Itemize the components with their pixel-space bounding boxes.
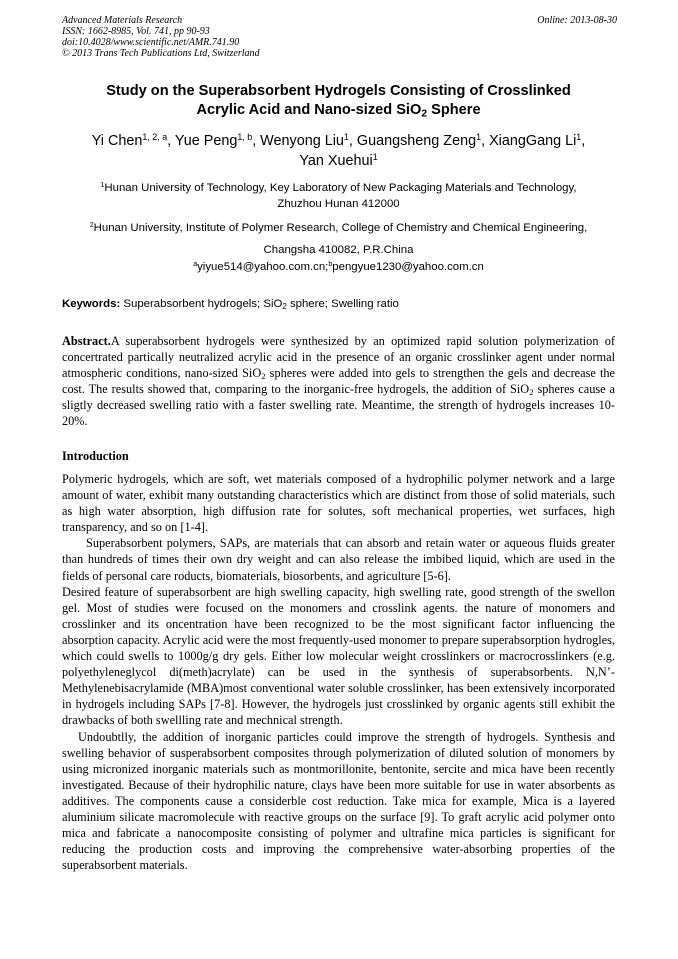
author-name: Yan Xuehui bbox=[299, 153, 373, 169]
affiliation-2-line-2: Changsha 410082, P.R.China bbox=[263, 244, 414, 256]
author-affiliation-mark: 1, b bbox=[237, 132, 253, 143]
abstract-subscript: 2 bbox=[261, 371, 266, 382]
author-separator: , bbox=[581, 133, 586, 149]
online-date: Online: 2013-08-30 bbox=[537, 15, 617, 26]
paragraph: Polymeric hydrogels, which are soft, wet materials composed of a hydrophilic polymer network and a large amount of water, exhibit many outstanding characteristics which are distinct from those of solid materials, such as high water absorption, high diffusion rate for solutes, soft mechanical properties, wet surfaces, high transparency, and so on [1-4]. bbox=[62, 472, 615, 535]
author-name: , XiangGang Li bbox=[481, 133, 577, 149]
affiliation-2-line-1 bbox=[62, 217, 615, 239]
author-line-2 bbox=[62, 151, 615, 171]
title-line-1: Study on the Superabsorbent Hydrogels Consisting of Crosslinked bbox=[106, 83, 571, 99]
paragraph: Desired feature of superabsorbent are high swelling capacity, high swelling rate, good strength of the swellon gel. Most of studies were focused on the monomers and crosslink agents. the nature of monomers and crosslinker and its oncentration have been recognized to be the most significant factor influencing the absorption capacity. Acrylic acid were the most frequently-used monomer to prepare superabsorption hydrogles, which could swells to 1000g/g dry gels. Either low molecular weight crosslinkers or macrocrosslinkers (e.g. polyethyleneglycol di(meth)acrylate) can be used in the synthesis of superabsorbents. N,N’-Methylenebisacrylamide (MBA)most conventional water soluble crosslinker, has been extensively incorporated in hydrogels including SAPs [7-8]. However, the hydrogels just crosslinked by organic agents still exhibit the drawbacks of both swellling rate and mechnical strength. bbox=[62, 584, 615, 728]
keywords-text: sphere; Swelling ratio bbox=[286, 298, 399, 310]
abstract-text: spheres cause a sligtly decreased swelling ratio with a faster swelling rate. Meantime, the strength of hydrogels increases 10-20%. bbox=[62, 382, 615, 429]
issn-line: ISSN: 1662-8985, Vol. 741, pp 90-93 bbox=[62, 26, 210, 37]
keywords-label: Keywords: bbox=[62, 298, 121, 310]
abstract-text: spheres were added into gels to strengthen the gels and decrease the cost. The results showed that, comparing to the inorganic-free hydrogels, the addition of SiO bbox=[62, 366, 615, 397]
section-heading-introduction: Introduction bbox=[62, 449, 129, 463]
email-mark: a bbox=[193, 261, 198, 269]
title-text: Sphere bbox=[427, 102, 481, 118]
author-name: , Guangsheng Zeng bbox=[348, 133, 477, 149]
abstract bbox=[62, 333, 615, 430]
title-line-2 bbox=[62, 101, 615, 120]
title-text: Acrylic Acid and Nano-sized SiO bbox=[196, 102, 422, 118]
title-subscript: 2 bbox=[421, 108, 428, 120]
introduction-body bbox=[62, 471, 615, 873]
keywords bbox=[62, 297, 615, 312]
abstract-label: Abstract. bbox=[62, 334, 111, 348]
paragraph: Superabsorbent polymers, SAPs, are materials that can absorb and retain water or aqueous fluids greater than hundreds of times their own dry weight and can also release the imbibed liquid, which are used in the fields of personal care roducts, biomaterials, biosorbents, and agriculture [5-6]. bbox=[62, 536, 615, 583]
author-list bbox=[62, 131, 615, 171]
email-line bbox=[62, 259, 615, 275]
copyright-line: © 2013 Trans Tech Publications Ltd, Switzerland bbox=[62, 48, 260, 59]
author-affiliation-mark: 1, 2, a bbox=[142, 132, 168, 143]
author-affiliation-mark: 1 bbox=[576, 132, 582, 143]
affiliation-1-line-1 bbox=[62, 180, 615, 196]
paper-title bbox=[62, 82, 615, 120]
author-name: , Yue Peng bbox=[167, 133, 238, 149]
abstract-text: A superabsorbent hydrogels were synthesized by an optimized rapid solution polymerization of concertrated partically neutralized acrylic acid in the presence of an organic crosslinker agent under normal atmospheric conditions, nano-sized SiO bbox=[62, 334, 615, 381]
affiliation-mark: 1 bbox=[100, 182, 105, 190]
author-name: , Wenyong Liu bbox=[252, 133, 344, 149]
affiliation-1 bbox=[62, 180, 615, 212]
author-affiliation-mark: 1 bbox=[476, 132, 482, 143]
paragraph: Undoubtlly, the addition of inorganic particles could improve the strength of hydrogels. Synthesis and swelling behavior of susperabsorbent composites through polymerization of diluted solution of monomers by using micronized inorganic materials such as montmorillonite, bentonite, sercite and mica have been recently investigated. Because of their hydrophilic nature, clays have been more suitable for use in water absorbents as additives. The components cause a considerble cost reduction. Take mica for example, Mica is a layered aluminium silicate macromolecule with reactive groups on the surface [9]. To graft acrylic acid polymer onto mica and fabricate a nanocomposite consisting of polymer and ultrafine mica particles is significant for reducing the production costs and improving the comprehensive water-absorbing properties of the superabsorbent materials. bbox=[62, 729, 615, 873]
keywords-subscript: 2 bbox=[282, 301, 287, 311]
keywords-text: Superabsorbent hydrogels; SiO bbox=[120, 298, 283, 310]
affiliation-1-line-2: Zhuzhou Hunan 412000 bbox=[277, 198, 400, 210]
author-affiliation-mark: 1 bbox=[343, 132, 349, 143]
affiliation-text: Hunan University, Institute of Polymer Research, College of Chemistry and Chemical Engineering, bbox=[93, 222, 588, 234]
abstract-subscript: 2 bbox=[529, 387, 534, 398]
author-affiliation-mark: 1 bbox=[372, 152, 378, 163]
affiliation-text: Hunan University of Technology, Key Laboratory of New Packaging Materials and Technology, bbox=[104, 182, 577, 194]
journal-name: Advanced Materials Research bbox=[62, 15, 183, 26]
journal-header bbox=[62, 15, 617, 59]
author-line-1 bbox=[62, 131, 615, 151]
author-name: Yi Chen bbox=[91, 133, 143, 149]
email-address: pengyue1230@yahoo.com.cn bbox=[332, 261, 484, 273]
email-mark: b bbox=[328, 261, 333, 269]
email-address: yiyue514@yahoo.com.cn; bbox=[197, 261, 329, 273]
affiliation-2 bbox=[62, 217, 615, 261]
doi-line: doi:10.4028/www.scientific.net/AMR.741.90 bbox=[62, 37, 240, 48]
affiliation-mark: 2 bbox=[89, 222, 94, 230]
